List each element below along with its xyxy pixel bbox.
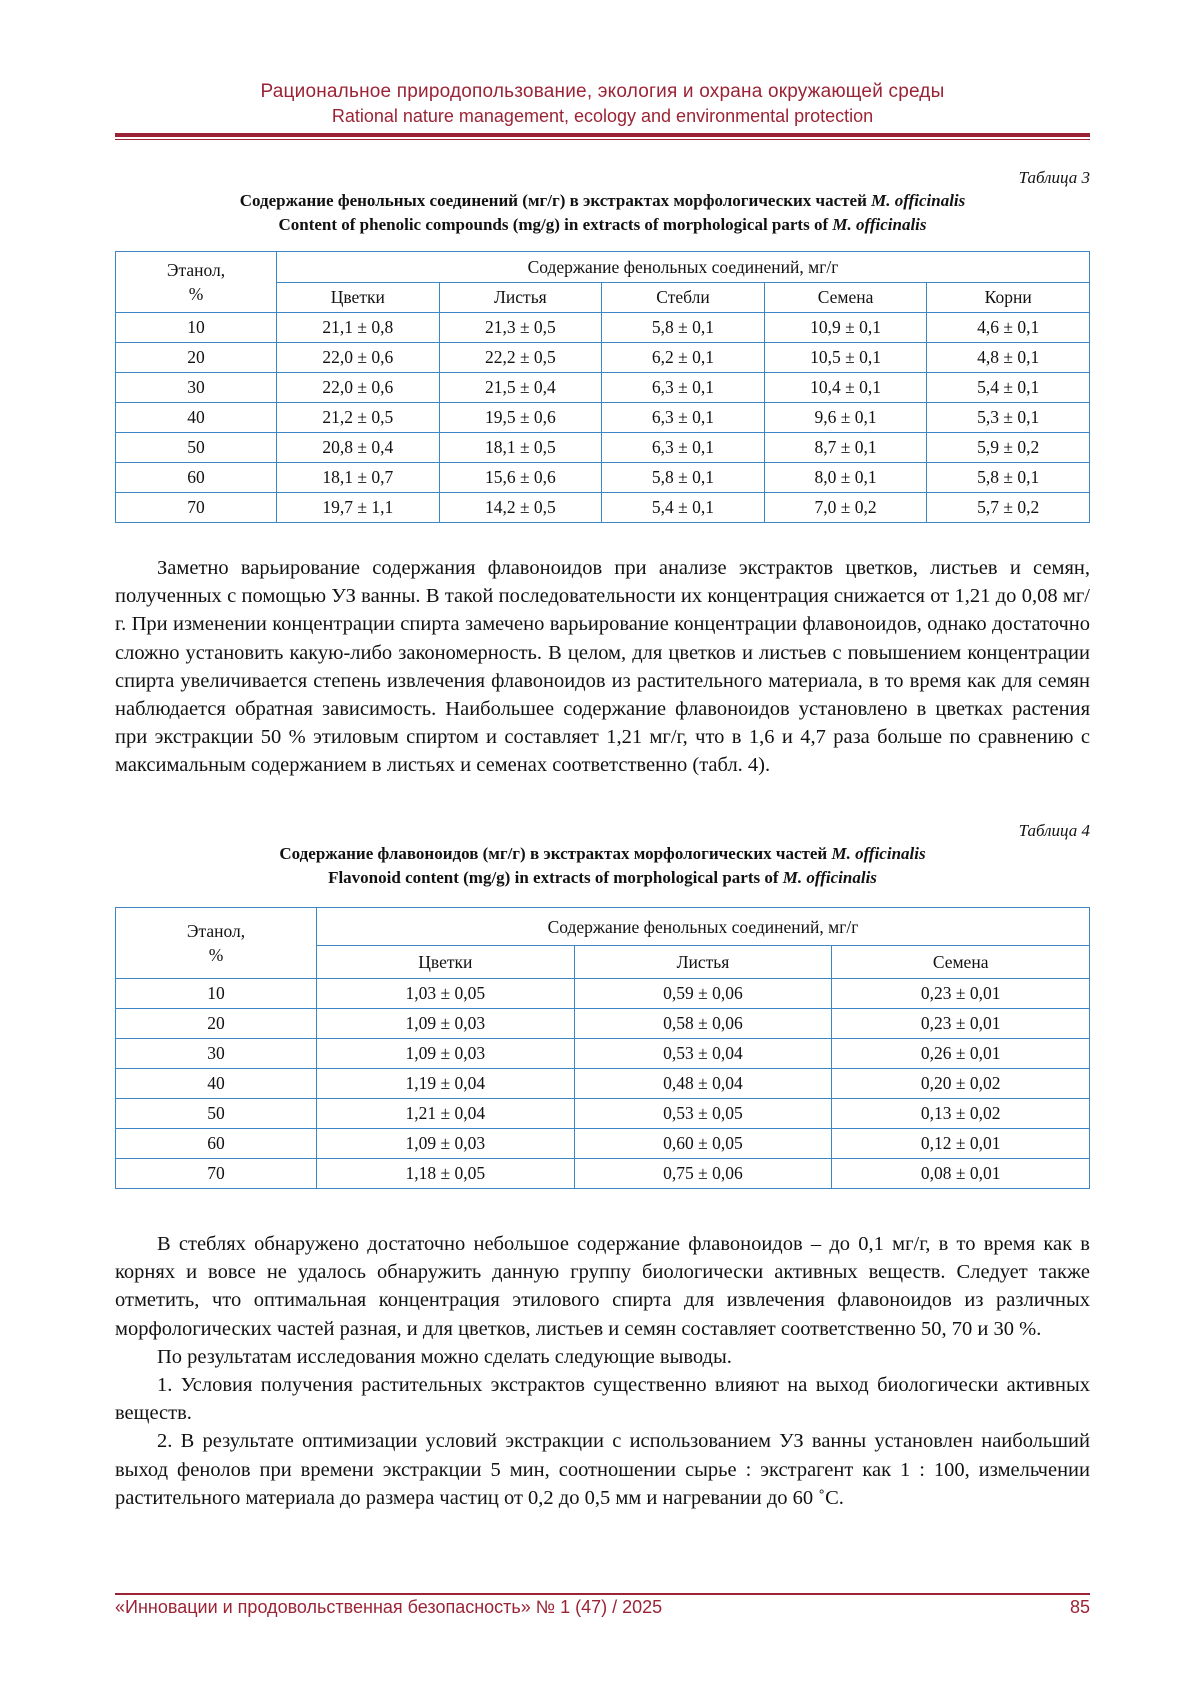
table3-ethanol-cell: 20 [116,343,277,373]
table3-value-cell: 6,3 ± 0,1 [602,373,765,403]
table3-row [116,313,1090,343]
table3-value-cell: 5,9 ± 0,2 [927,433,1090,463]
table4-value-cell: 0,59 ± 0,06 [574,979,832,1009]
table4-row [116,1039,1090,1069]
table4-ethanol-cell: 60 [116,1129,317,1159]
table4-value-cell: 0,26 ± 0,01 [832,1039,1090,1069]
table3-value-cell: 21,3 ± 0,5 [439,313,602,343]
paragraph4-text: 1. Условия получения растительных экстрактов существенно влияют на выход биологически активных веществ. [115,1374,1090,1425]
table4-value-cell: 1,21 ± 0,04 [317,1099,575,1129]
table3-value-cell: 5,8 ± 0,1 [602,463,765,493]
table3-species-en: M. officinalis [832,215,927,234]
table3-value-cell: 4,6 ± 0,1 [927,313,1090,343]
table3-column-header: Стебли [602,283,765,313]
table3-ethanol-cell: 40 [116,403,277,433]
table3-value-cell: 19,7 ± 1,1 [277,493,440,523]
table3-value-cell: 14,2 ± 0,5 [439,493,602,523]
table4-column-header: Семена [832,946,1090,979]
paragraph-flavonoid-variation [115,554,1090,780]
table3-column-header: Листья [439,283,602,313]
conclusions-section [115,1230,1090,1512]
table3-value-cell: 6,3 ± 0,1 [602,403,765,433]
header-title-en: Rational nature management, ecology and environmental protection [331,106,874,126]
table4-ethanol-cell: 20 [116,1009,317,1039]
table3-caption-en [115,213,1090,237]
table3-value-cell: 15,6 ± 0,6 [439,463,602,493]
table3 [115,251,1090,523]
table4-value-cell: 0,08 ± 0,01 [832,1159,1090,1189]
table3-value-cell: 7,0 ± 0,2 [764,493,927,523]
table3-column-header: Семена [764,283,927,313]
table3-value-cell: 6,3 ± 0,1 [602,433,765,463]
table4-value-cell: 0,75 ± 0,06 [574,1159,832,1189]
table4-column-header: Листья [574,946,832,979]
table4-caption-ru [115,842,1090,866]
table4-label: Таблица 4 [1018,821,1090,840]
table4-ethanol-cell: 10 [116,979,317,1009]
paragraph1-text: Заметно варьирование содержания флавоноидов при анализе экстрактов цветков, листьев и семян, полученных с помощью УЗ ванны. В такой последовательности их концентрация снижается от 1,21 до 0,08 мг/г. При изменении концентрации спирта замечено варьирование концентрации флавоноидов, однако достаточно сложно установить какую-либо закономерность. В целом, для цветков и листьев с повышением концентрации спирта увеличивается степень извлечения флавоноидов из растительного материала, в то время как для семян наблюдается обратная зависимость. Наибольшее содержание флавоноидов установлено в цветках растения при экстракции 50 % этиловым спиртом и составляет 1,21 мг/г, что в 1,6 и 4,7 раза больше по сравнению с максимальным содержанием в листьях и семенах соответственно (табл. 4). [115,557,1090,777]
table4-ethanol-cell: 70 [116,1159,317,1189]
table3-column-header: Цветки [277,283,440,313]
table3-value-cell: 21,5 ± 0,4 [439,373,602,403]
table4-row [116,1069,1090,1099]
table3-row [116,403,1090,433]
table3-value-cell: 18,1 ± 0,7 [277,463,440,493]
table4-row [116,1129,1090,1159]
table4 [115,907,1090,1189]
table4-value-cell: 0,23 ± 0,01 [832,1009,1090,1039]
table4-value-cell: 0,20 ± 0,02 [832,1069,1090,1099]
table3-row [116,433,1090,463]
table4-corner-line1: Этанол, [186,921,246,941]
table3-value-cell: 22,2 ± 0,5 [439,343,602,373]
table4-group-header: Содержание фенольных соединений, мг/г [317,908,1090,946]
table3-value-cell: 22,0 ± 0,6 [277,343,440,373]
table4-value-cell: 0,53 ± 0,04 [574,1039,832,1069]
table3-caption-en-text: Content of phenolic compounds (mg/g) in extracts of morphological parts of [278,215,829,234]
table4-column-header: Цветки [317,946,575,979]
table3-value-cell: 5,8 ± 0,1 [602,313,765,343]
table3-value-cell: 20,8 ± 0,4 [277,433,440,463]
table4-value-cell: 0,48 ± 0,04 [574,1069,832,1099]
table3-ethanol-cell: 60 [116,463,277,493]
table3-value-cell: 9,6 ± 0,1 [764,403,927,433]
running-header [115,80,1090,128]
table3-value-cell: 22,0 ± 0,6 [277,373,440,403]
footer-journal: «Инновации и продовольственная безопасность» № 1 (47) / 2025 [115,1597,663,1617]
table3-ethanol-cell: 10 [116,313,277,343]
table4-species-en: M. officinalis [782,868,877,887]
table4-value-cell: 0,23 ± 0,01 [832,979,1090,1009]
table4-caption [115,842,1090,890]
table3-corner-line1: Этанол, [166,260,226,280]
table4-ethanol-cell: 50 [116,1099,317,1129]
table4-row [116,1099,1090,1129]
table4-row [116,1009,1090,1039]
footer-rule [115,1593,1090,1595]
table4-row [116,979,1090,1009]
table4-value-cell: 1,09 ± 0,03 [317,1039,575,1069]
table3-value-cell: 18,1 ± 0,5 [439,433,602,463]
table3-caption [115,189,1090,237]
paragraph3-text: По результатам исследования можно сделать следующие выводы. [157,1345,732,1368]
table3-row [116,493,1090,523]
table3-value-cell: 10,9 ± 0,1 [764,313,927,343]
table3-species-ru: M. officinalis [871,191,966,210]
table3-value-cell: 4,8 ± 0,1 [927,343,1090,373]
table3-ethanol-cell: 70 [116,493,277,523]
table3-value-cell: 5,7 ± 0,2 [927,493,1090,523]
table4-species-ru: M. officinalis [831,844,926,863]
table4-value-cell: 1,19 ± 0,04 [317,1069,575,1099]
table3-value-cell: 5,8 ± 0,1 [927,463,1090,493]
table4-caption-ru-text: Содержание флавоноидов (мг/г) в экстрактах морфологических частей [279,844,828,863]
table3-value-cell: 8,7 ± 0,1 [764,433,927,463]
table4-value-cell: 0,53 ± 0,05 [574,1099,832,1129]
table4-row [116,1159,1090,1189]
table3-value-cell: 5,3 ± 0,1 [927,403,1090,433]
table3-row [116,343,1090,373]
table3-value-cell: 5,4 ± 0,1 [927,373,1090,403]
table4-value-cell: 0,13 ± 0,02 [832,1099,1090,1129]
table3-caption-ru [115,189,1090,213]
table3-value-cell: 21,1 ± 0,8 [277,313,440,343]
table3-value-cell: 10,5 ± 0,1 [764,343,927,373]
table3-group-header: Содержание фенольных соединений, мг/г [277,252,1090,283]
table3-row [116,373,1090,403]
table4-value-cell: 0,58 ± 0,06 [574,1009,832,1039]
table4-corner-line2: % [208,945,224,965]
table3-label: Таблица 3 [1018,168,1090,187]
table4-corner-header [116,908,317,979]
table3-row [116,463,1090,493]
header-rule-thick [115,133,1090,137]
table3-value-cell: 8,0 ± 0,1 [764,463,927,493]
table3-ethanol-cell: 50 [116,433,277,463]
table3-value-cell: 5,4 ± 0,1 [602,493,765,523]
table4-value-cell: 1,09 ± 0,03 [317,1129,575,1159]
table4-value-cell: 1,18 ± 0,05 [317,1159,575,1189]
table4-value-cell: 1,03 ± 0,05 [317,979,575,1009]
header-rule-thin [115,139,1090,140]
header-title-ru: Рациональное природопользование, экология и охрана окружающей среды [260,81,945,102]
table4-value-cell: 0,12 ± 0,01 [832,1129,1090,1159]
table4-caption-en-text: Flavonoid content (mg/g) in extracts of morphological parts of [328,868,779,887]
table3-ethanol-cell: 30 [116,373,277,403]
table4-ethanol-cell: 30 [116,1039,317,1069]
table4-value-cell: 0,60 ± 0,05 [574,1129,832,1159]
table4-ethanol-cell: 40 [116,1069,317,1099]
table4-caption-en [115,866,1090,890]
table4-value-cell: 1,09 ± 0,03 [317,1009,575,1039]
table3-column-header: Корни [927,283,1090,313]
table3-value-cell: 19,5 ± 0,6 [439,403,602,433]
page-number: 85 [1069,1597,1090,1617]
table3-value-cell: 6,2 ± 0,1 [602,343,765,373]
table3-corner-line2: % [188,284,204,304]
table3-value-cell: 10,4 ± 0,1 [764,373,927,403]
table3-value-cell: 21,2 ± 0,5 [277,403,440,433]
paragraph5-text: 2. В результате оптимизации условий экстракции с использованием УЗ ванны установлен наибольший выход фенолов при времени экстракции 5 мин, соотношении сырье : экстрагент как 1 : 100, измельчении растительного материала до размера частиц от 0,2 до 0,5 мм и нагревании до 60 ˚С. [115,1430,1090,1509]
table3-corner-header [116,252,277,313]
paragraph2-text: В стеблях обнаружено достаточно небольшое содержание флавоноидов – до 0,1 мг/г, в то время как в корнях и вовсе не удалось обнаружить данную группу биологически активных веществ. Следует также отметить, что оптимальная концентрация этилового спирта для извлечения флавоноидов из различных морфологических частей разная, и для цветков, листьев и семян составляет соответственно 50, 70 и 30 %. [115,1233,1090,1340]
table3-caption-ru-text: Содержание фенольных соединений (мг/г) в экстрактах морфологических частей [239,191,867,210]
